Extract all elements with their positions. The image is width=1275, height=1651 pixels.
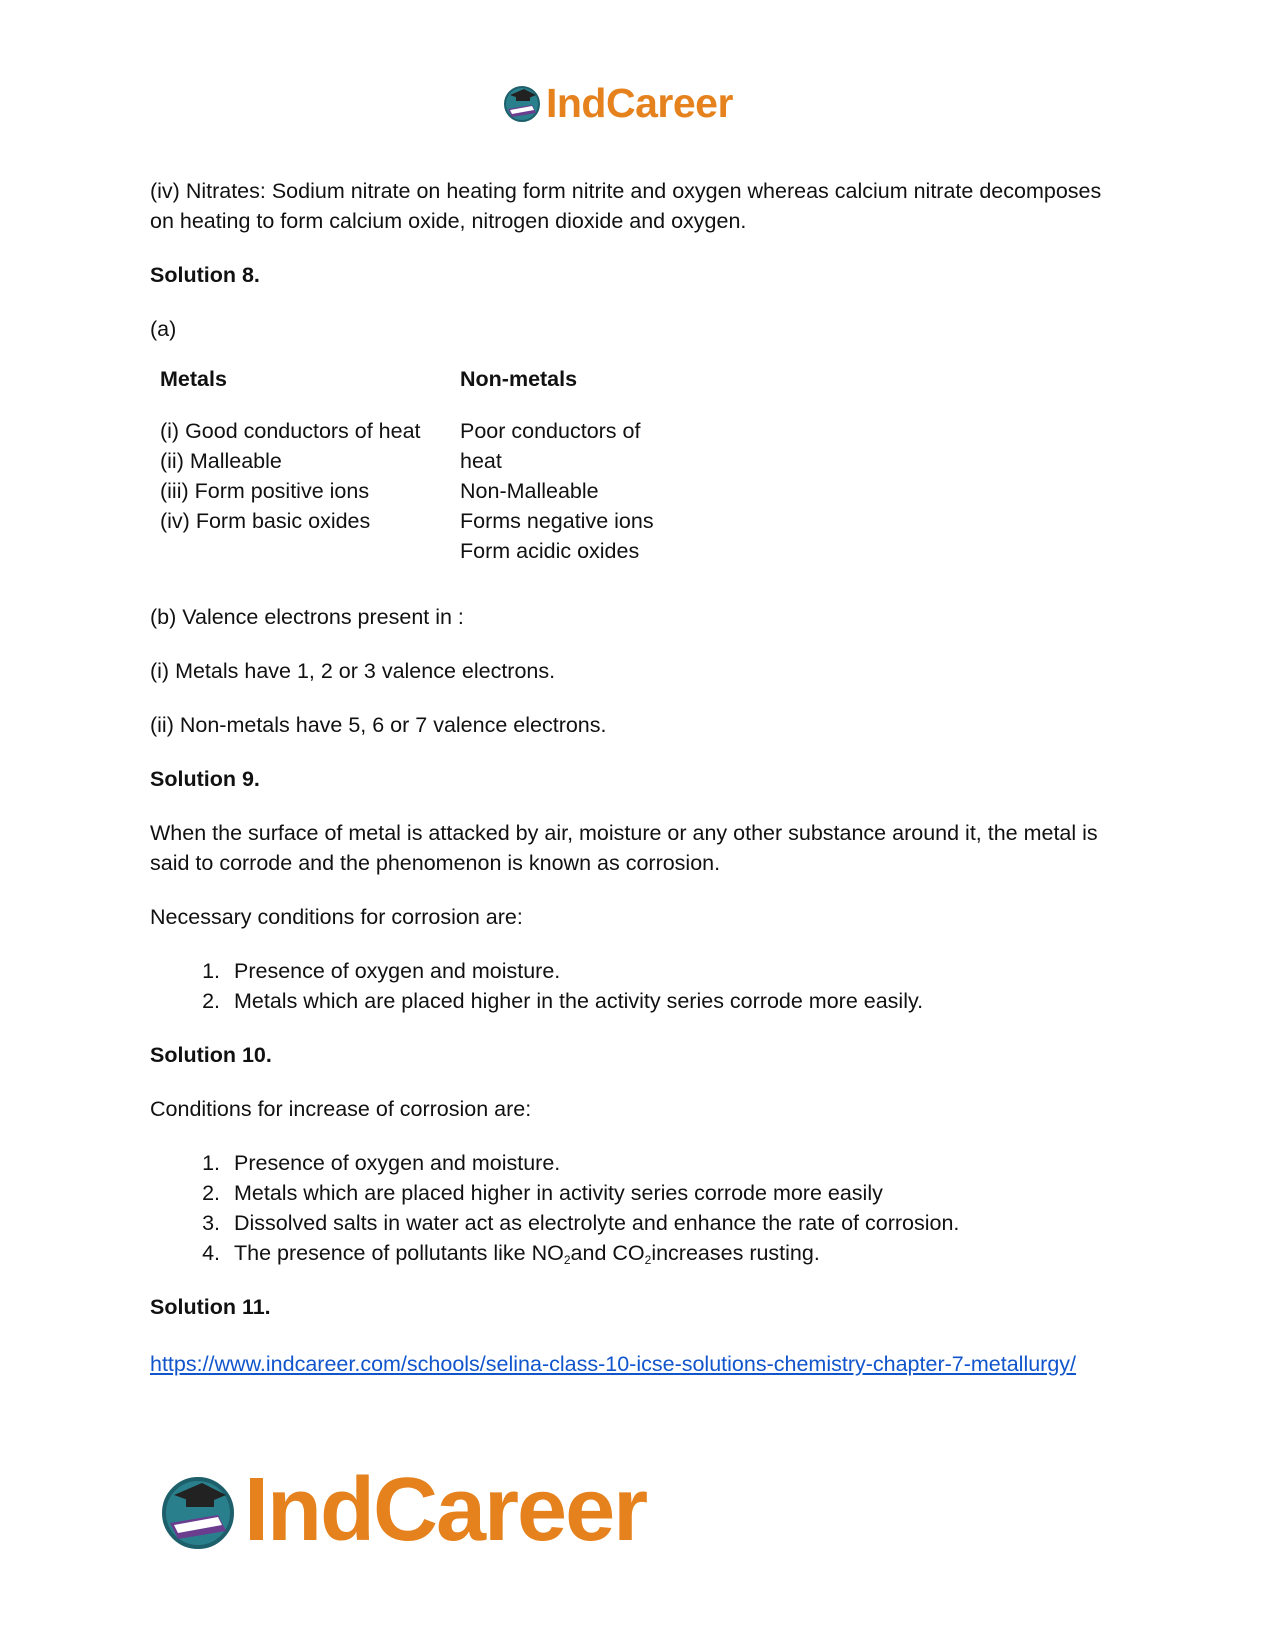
solution-11-heading: Solution 11.: [150, 1295, 271, 1319]
list-item: 3. Dissolved salts in water act as electrolyte and enhance the rate of corrosion.: [226, 1208, 1130, 1238]
indcareer-emblem-icon: [158, 1471, 238, 1551]
corrosion-conditions-list: [150, 956, 1130, 1016]
nonmetals-header: Non-metals: [460, 367, 578, 391]
part-b-label: (b) Valence electrons present in :: [150, 605, 464, 629]
pollutant-text-before: The presence of pollutants like NO: [234, 1241, 564, 1265]
subscript: 2: [644, 1253, 652, 1267]
metals-cell: (ii) Malleable: [160, 449, 282, 473]
solution-8-heading: Solution 8.: [150, 263, 260, 287]
conditions-intro: Necessary conditions for corrosion are:: [150, 905, 523, 929]
nitrates-paragraph: (iv) Nitrates: Sodium nitrate on heating form nitrite and oxygen whereas calcium nitrate decomposes on heating to form calcium oxide, nitrogen dioxide and oxygen.: [150, 179, 1102, 233]
metals-comparison-table: [160, 364, 1130, 566]
logo-wordmark: IndCareer: [546, 79, 733, 126]
solution-9-heading: Solution 9.: [150, 767, 260, 791]
indcareer-emblem-icon: [502, 83, 542, 123]
metals-header: Metals: [160, 367, 227, 391]
metals-column: [160, 416, 460, 566]
subscript: 2: [563, 1253, 571, 1267]
pollutant-text-middle: and CO: [570, 1241, 645, 1265]
increase-conditions-intro: Conditions for increase of corrosion are:: [150, 1097, 532, 1121]
nonmetals-cell: Non-Malleable: [460, 479, 599, 503]
corrosion-definition: When the surface of metal is attacked by air, moisture or any other substance around it, the metal is said to corrode and the phenomenon is known as corrosion.: [150, 821, 1098, 875]
list-item: 1. Presence of oxygen and moisture.: [226, 1148, 1130, 1178]
nonmetals-column: [460, 416, 680, 566]
increase-conditions-list: [150, 1148, 1130, 1268]
pollutant-text-after: increases rusting.: [651, 1241, 820, 1265]
logo-wordmark: IndCareer: [244, 1460, 647, 1560]
nonmetals-cell: heat: [460, 449, 502, 473]
list-item: 2. Metals which are placed higher in activity series corrode more easily: [226, 1178, 1130, 1208]
nonmetals-cell: Form acidic oxides: [460, 539, 640, 563]
solution-10-heading: Solution 10.: [150, 1043, 272, 1067]
solution-11-link[interactable]: https://www.indcareer.com/schools/selina-class-10-icse-solutions-chemistry-chapter-7-metallurgy/: [150, 1352, 1077, 1376]
list-item: 2. Metals which are placed higher in the activity series corrode more easily.: [226, 986, 1130, 1016]
footer-logo: [158, 1458, 718, 1563]
content: [150, 176, 1130, 1382]
metals-cell: (i) Good conductors of heat: [160, 419, 421, 443]
list-item: 1. Presence of oxygen and moisture.: [226, 956, 1130, 986]
part-a-label: (a): [150, 317, 177, 341]
metals-cell: (iii) Form positive ions: [160, 479, 370, 503]
nonmetals-cell: Poor conductors of: [460, 419, 641, 443]
header-logo: [502, 78, 772, 128]
metals-valence-text: (i) Metals have 1, 2 or 3 valence electrons.: [150, 659, 556, 683]
metals-cell: (iv) Form basic oxides: [160, 509, 371, 533]
nonmetals-valence-text: (ii) Non-metals have 5, 6 or 7 valence electrons.: [150, 713, 607, 737]
list-item: [226, 1238, 1130, 1268]
nonmetals-cell: Forms negative ions: [460, 509, 654, 533]
